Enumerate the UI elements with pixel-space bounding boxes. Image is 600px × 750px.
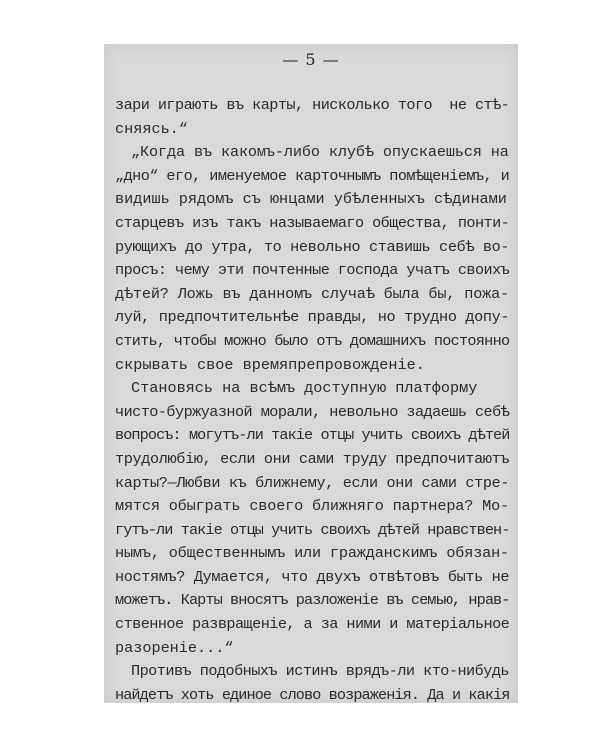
text-line: разореніе...“ — [115, 638, 234, 657]
text-line: мятся обыграть своего ближняго партнера? Мо- — [115, 497, 510, 516]
text-line: нымъ, общественнымъ или гражданскимъ обязан- — [115, 544, 510, 563]
text-line: старцевъ изъ такъ называемаго общества, понти- — [115, 213, 510, 232]
text-line: найдетъ хоть единое слово возраженія. Да и какія — [115, 685, 510, 704]
text-line: „дно“ его, именуемое карточнымъ помѣщеніемъ, и — [115, 166, 510, 185]
text-line: гутъ-ли такіе отцы учить своихъ дѣтей нравствен- — [115, 520, 510, 539]
text-line: ственное развращеніе, а за ними и матеріальное — [115, 615, 510, 634]
text-line: дѣтей? Ложь въ данномъ случаѣ была бы, пожа- — [115, 284, 510, 303]
text-line: скрывать свое времяпрепровожденіе. — [115, 355, 425, 374]
text-line: трудолюбію, если они сами труду предпочитаютъ — [115, 449, 510, 468]
text-line: видишь рядомъ съ юнцами убѣленныхъ сѣдинами — [115, 190, 507, 209]
text-line: вопросъ: могутъ-ли такіе отцы учить своихъ дѣтей — [115, 426, 510, 445]
text-line: чисто-буржуазной морали, невольно задаешь себѣ — [115, 402, 510, 421]
text-line: „Когда въ какомъ-либо клубѣ опускаешься на — [131, 143, 509, 162]
text-line: ностямъ? Думается, что двухъ отвѣтовъ быть не — [115, 567, 510, 586]
text-line: Становясь на всѣмъ доступную платформу — [131, 379, 478, 398]
text-line: можетъ. Карты вносятъ разложеніе въ семью, нрав- — [115, 591, 510, 610]
page-number: — 5 — — [282, 50, 340, 69]
text-line: зари играють въ карты, нисколько того не стѣ- — [115, 96, 510, 114]
body-text — [115, 94, 509, 707]
text-line: просъ: чему эти почтенные господа учатъ своихъ — [115, 261, 510, 280]
text-line: сняясь.“ — [115, 119, 188, 138]
text-line: стить, чтобы можно было отъ домашнихъ постоянно — [115, 331, 510, 350]
text-line: рующихъ до утра, то невольно ставишь себѣ во- — [115, 237, 510, 256]
scanned-page — [104, 44, 518, 703]
text-line: луй, предпочтительнѣе правды, но трудно допу- — [115, 308, 510, 327]
text-line: карты?—Любви къ ближнему, если они сами стре- — [115, 473, 510, 492]
text-line: Противъ подобныхъ истинъ врядъ-ли кто-нибудь — [131, 662, 510, 681]
